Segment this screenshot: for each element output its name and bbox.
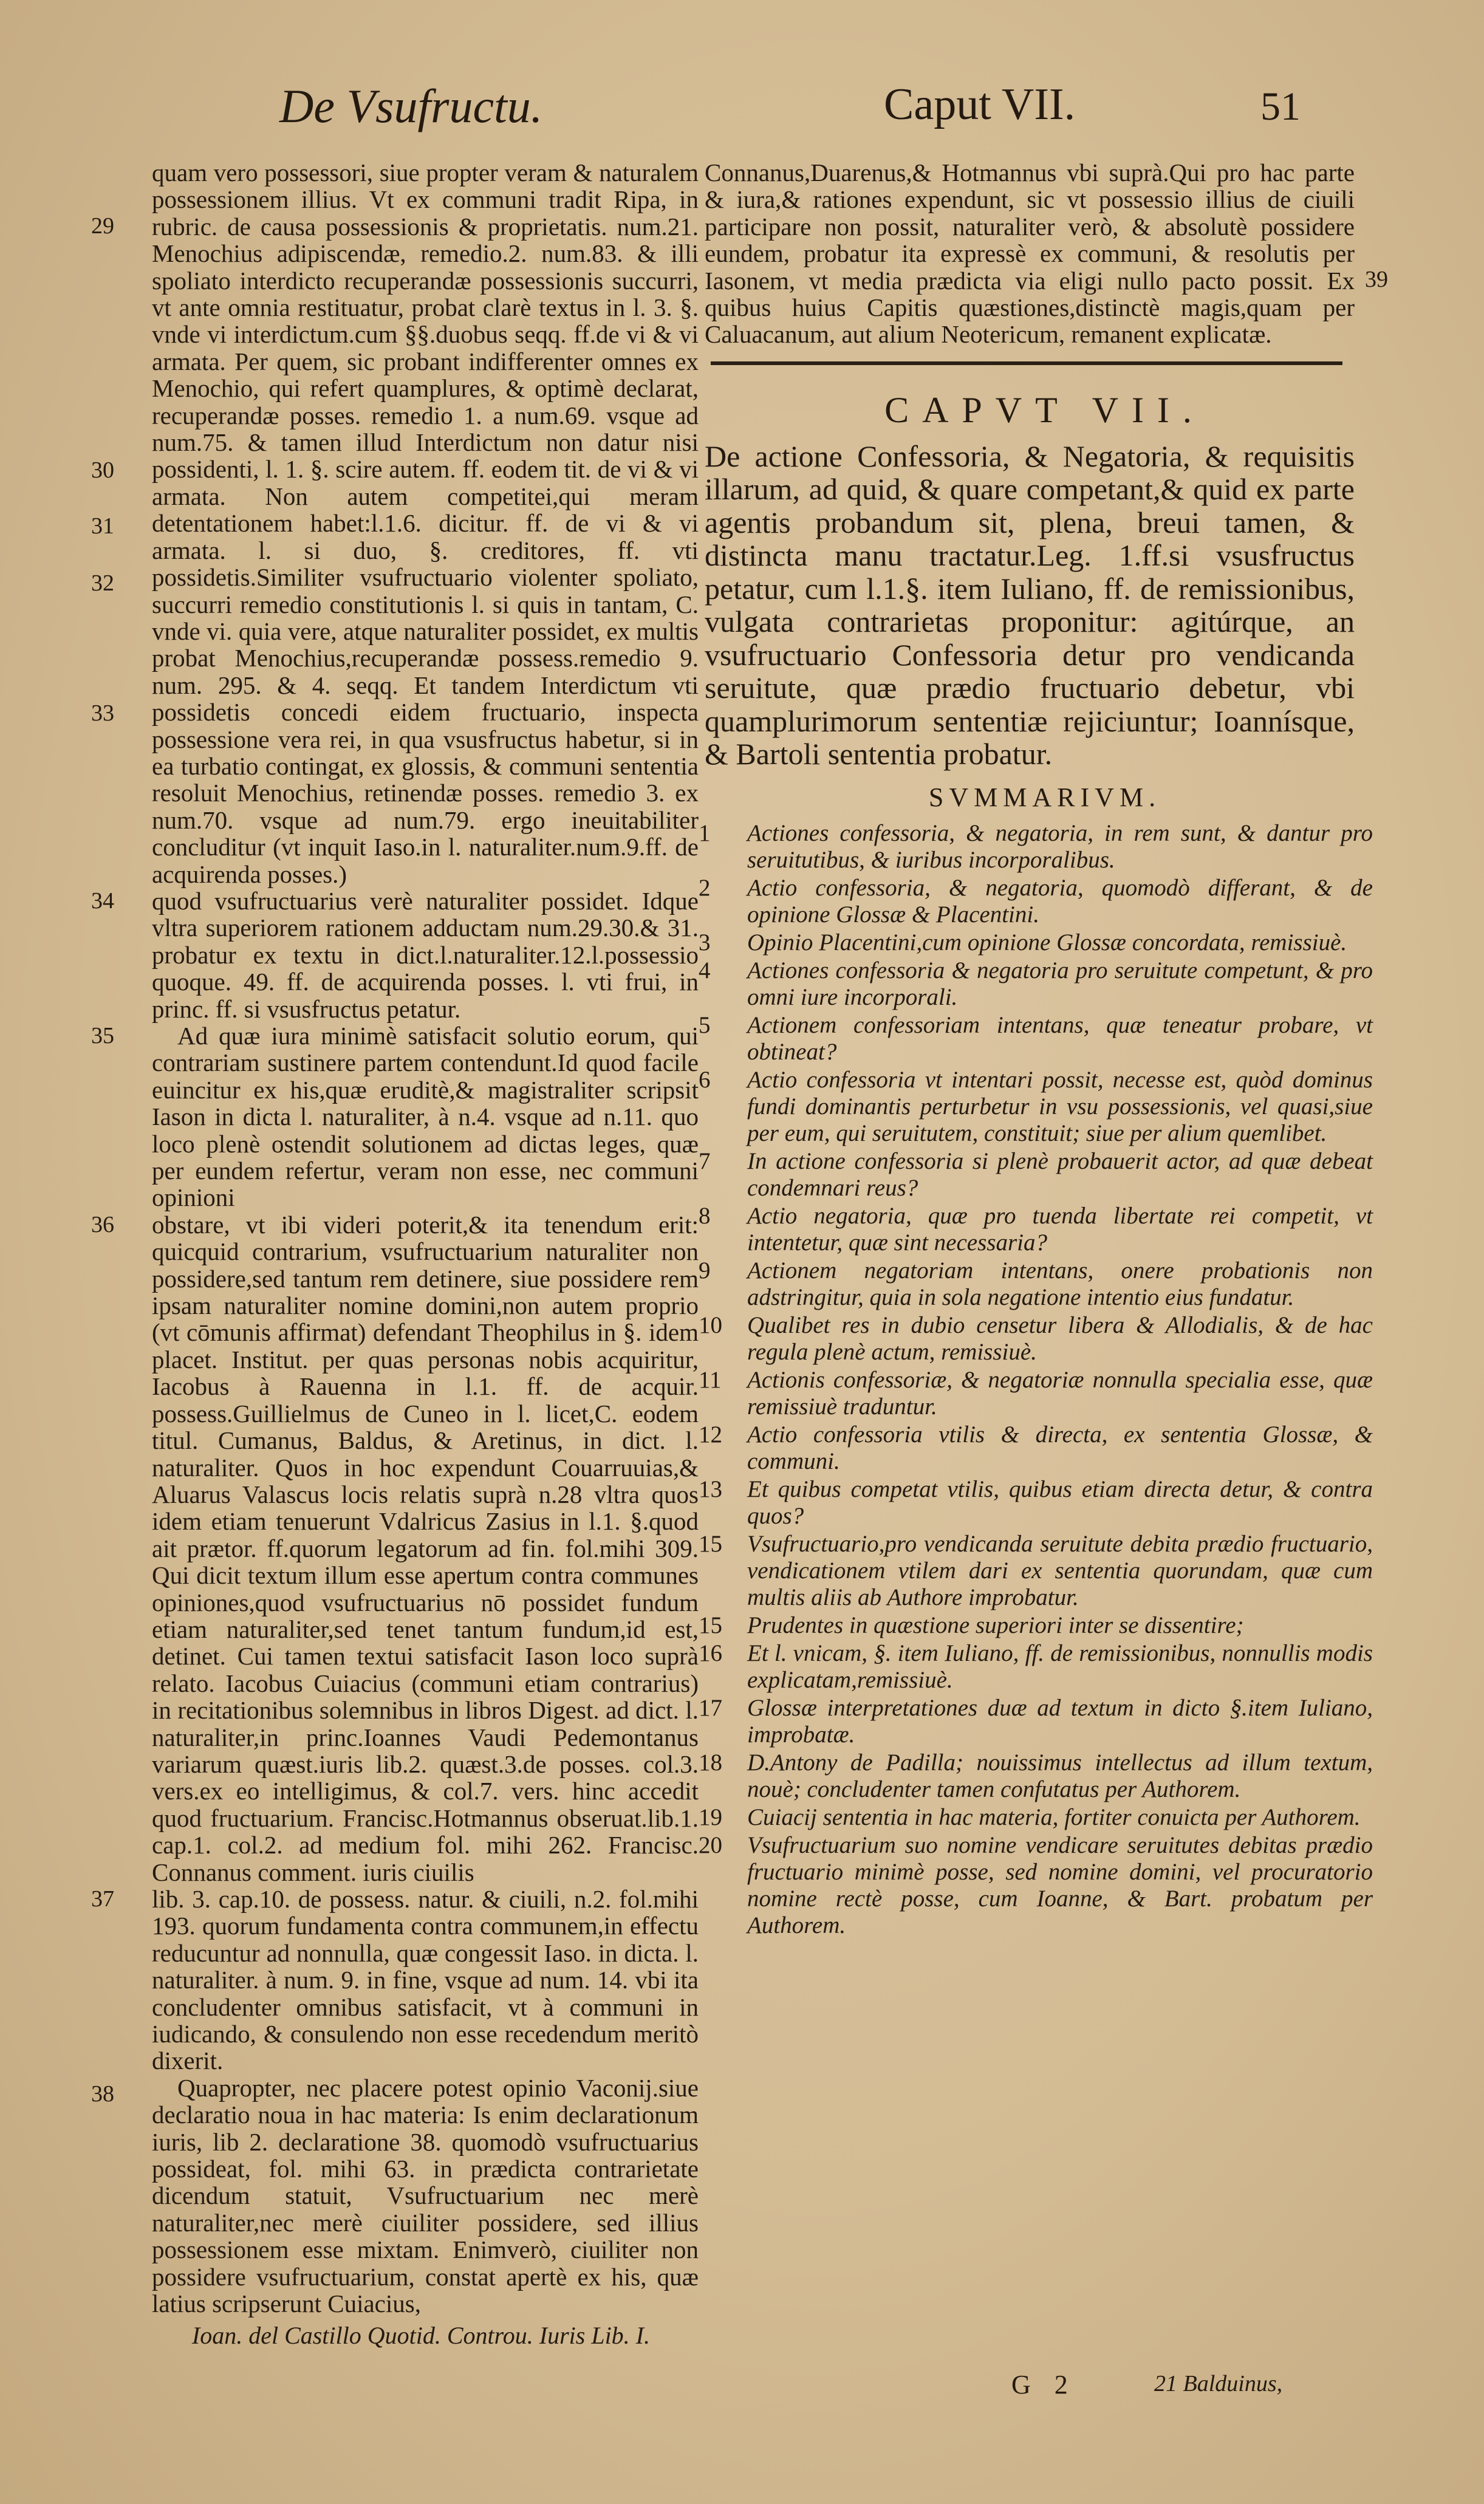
page-header — [0, 79, 1484, 152]
paragraph-5 — [91, 1885, 699, 2075]
summarium-text: Vsufructuarium suo nomine vendicare seruitutes debitas prædio fructuario minimè posse, sed nomine domini, vel procuratorio nomine rectè posse, cum Ioanne, & Bart. probatum per Authorem. — [747, 1832, 1373, 1938]
summarium-text: Actio negatoria, quæ pro tuenda libertate rei competit, vt intentetur, quæ sint necessaria? — [747, 1202, 1373, 1256]
marginal-number: 37 — [91, 1886, 114, 1912]
marginal-number: 30 — [91, 457, 114, 483]
marginal-number: 31 — [91, 513, 114, 539]
summarium-item — [699, 820, 1373, 874]
running-title-center: Caput VII. — [884, 80, 1076, 129]
summarium-text: In actione confessoria si plenè probauerit actor, ad quæ debeat condemnari reus? — [747, 1148, 1373, 1201]
summarium-text: Opinio Placentini,cum opinione Glossæ concordata, remissiuè. — [747, 929, 1347, 956]
summarium-title: SVMMARIVM. — [928, 782, 1161, 812]
summarium-number: 17 — [699, 1694, 722, 1721]
paragraph-text: Connanus,Duarenus,& Hotmannus vbi suprà.Qui pro hac parte & iura,& rationes expendunt, sic vt possessio illius de ciuili participare non possit, naturaliter verò, & absolutè possidere eundem, probatur ita expressè ex communi, & resolutis per Iasonem, vt media prædicta via eligi nullo pacto possit. Ex quibus huius Capitis quæstiones,distinctè magis,quam per Caluacanum, aut alium Neotericum, remanent explicatæ. — [705, 159, 1355, 349]
summarium-text: Actionem confessoriam intentans, quæ teneatur probare, vt obtineat? — [747, 1011, 1373, 1065]
summarium-item — [699, 1203, 1373, 1256]
summarium-text: Vsufructuario,pro vendicanda seruitute debita prædio fructuario, vendicationem vtilem dari ex sententia quorundam, quæ cum multis aliis ab Authore improbatur. — [747, 1530, 1373, 1610]
summarium-item — [699, 1750, 1373, 1803]
marginal-number: 33 — [91, 700, 114, 726]
summarium-number: 5 — [699, 1011, 711, 1038]
summarium-number: 2 — [699, 874, 711, 901]
summarium-number: 19 — [699, 1804, 722, 1830]
summarium-item — [699, 1067, 1373, 1147]
summarium-text: Et quibus competat vtilis, quibus etiam directa detur, & contra quos? — [747, 1476, 1373, 1529]
summarium-number: 18 — [699, 1749, 722, 1776]
summarium-number: 12 — [699, 1421, 722, 1448]
summarium-item — [699, 929, 1373, 956]
summarium-text: Actio confessoria, & negatoria, quomodò differant, & de opinione Glossæ & Placentini. — [747, 874, 1373, 928]
summarium-item — [699, 957, 1373, 1011]
chapter-summary: De actione Confessoria, & Negatoria, & requisitis illarum, ad quid, & quare competant,& quid ex parte agentis probandum sit, plena, breui tamen, & distincta manu tractatur.Leg. 1.ff.si vsusfructus petatur, cum l.1.§. item Iuliano, ff. de remissionibus, vulgata contrarietas proponitur: agitúrque, an vsufructuario Confessoria detur pro vendicanda seruitute, quæ prædio fructuario debetur, vbi quamplurimorum sententiæ rejiciuntur; Ioannísque, & Bartoli sententia probatur. — [705, 439, 1355, 771]
summarium-text: Actio confessoria vtilis & directa, ex sententia Glossæ, & communi. — [747, 1421, 1373, 1474]
summarium-number: 3 — [699, 929, 711, 956]
summarium-number: 11 — [699, 1366, 722, 1393]
summarium-item — [699, 1476, 1373, 1530]
paragraph-text: Ad quæ iura minimè satisfacit solutio eorum, qui contrariam sustinere partem contendunt.Id quod facile euincitur ex his,quæ eruditè,& magistraliter scripsit Iason in dicta l. naturaliter, à n.4. vsque ad n.11. quo loco plenè ostendit solutionem ad dictas leges, quæ per eundem refertur, veram non esse, nec communi opinioni — [152, 1022, 699, 1212]
right-top-paragraph — [705, 159, 1388, 349]
left-column — [91, 159, 699, 2350]
paragraph-2 — [91, 886, 699, 1023]
summarium-item — [699, 1640, 1373, 1694]
summarium-text: Actionem negatoriam intentans, onere probationis non adstringitur, quia in sola negatione intentio eius fundatur. — [747, 1257, 1373, 1310]
summarium-item — [699, 1695, 1373, 1748]
chapter-title: CAPVT VII. — [884, 389, 1205, 430]
section-divider — [711, 361, 1342, 365]
summarium-text: Actiones confessoria & negatoria pro seruitute competunt, & pro omni iure incorporali. — [747, 957, 1373, 1010]
right-column — [699, 159, 1391, 1940]
left-column-text — [91, 159, 699, 2350]
running-title-left: De Vsufructu. — [279, 80, 543, 132]
paragraph-6 — [91, 2073, 699, 2318]
summarium-number: 15 — [699, 1530, 722, 1557]
summarium-item — [699, 1421, 1373, 1475]
summarium-item — [699, 1832, 1373, 1939]
summarium-number: 6 — [699, 1066, 711, 1093]
paragraph-text: Quapropter, nec placere potest opinio Vaconij.siue declaratio noua in hac materia: Is enim declarationum iuris, lib 2. declaratione 38. quomodò vsufructuarius possideat, fol. mihi 63. in prædicta contrarietate dicendum statuit, Vsufructuarium nec merè naturaliter,nec merè ciuiliter possidere, sed illius possessionem esse mixtam. Enimverò, ciuiliter non possidere vsufructuarium, constat apertè ex his, quæ latius scripserunt Cuiacius, — [152, 2073, 699, 2318]
paragraph-text: quod vsufructuarius verè naturaliter possidet. Idque vltra superiorem rationem adductam num.29.30.& 31. probatur ex textu in dict.l.naturaliter.12.l.possessio quoque. 49. ff. de acquirenda posses. l. vti frui, in princ. ff. si vsusfructus petatur. — [152, 886, 699, 1023]
summarium-text: Cuiacij sententia in hac materia, fortiter conuicta per Authorem. — [747, 1804, 1361, 1830]
summarium-number: 20 — [699, 1832, 722, 1858]
marginal-number: 39 — [1365, 267, 1388, 292]
summarium-number: 15 — [699, 1612, 722, 1638]
paragraph-text: lib. 3. cap.10. de possess. natur. & ciuili, n.2. fol.mihi 193. quorum fundamenta contra communem,in effectu reducuntur ad nonnulla, quæ congessit Iaso. in dicta. l. naturaliter. à num. 9. in fine, vsque ad num. 14. vbi ita concludenter omnibus satisfacit, vt à communi in iudicando, & consulendo non esse recedendum meritò dixerit. — [152, 1885, 699, 2075]
catchword: 21 Balduinus, — [1154, 2371, 1283, 2396]
summarium-text: D.Antony de Padilla; nouissimus intellectus ad illum textum, nouè; concludenter tamen confutatus per Authorem. — [747, 1749, 1373, 1802]
summarium-text: Actionis confessoriæ, & negatoriæ nonnulla specialia esse, quæ remissiuè traduntur. — [747, 1366, 1373, 1420]
summarium-number: 4 — [699, 957, 711, 983]
paragraph-text: obstare, vt ibi videri poterit,& ita tenendum erit: quicquid contrarium, vsufructuarium naturaliter non possidere,sed tantum rem detinere, siue possidere rem ipsam naturaliter nomine domini,non autem proprio (vt cōmunis affirmat) defendant Theophilus in §. idem placet. Institut. per quas personas nobis acquiritur, Iacobus à Rauenna in l.1. ff. de acquir. possess.Guillielmus de Cuneo in l. licet,C. eodem titul. Cumanus, Baldus, & Aretinus, in dict. l. naturaliter. Quos in hoc expendunt Couarruuias,& Aluarus Valascus locis relatis suprà n.28 vltra quos idem etiam tenuerunt Vdalricus Zasius in l.1. §.quod ait prætor. ff.quorum legatorum ad fin. fol.mihi 309. Qui dicit textum illum esse apertum contra communes opiniones,quod vsufructuarius nō possidet fundum etiam naturaliter,sed tenet tantum fundum,id est, detinet. Cui tamen textui satisfacit Iason loco suprà relato. Iacobus Cuiacius (communi etiam contrarius) in recitationibus solemnibus in libros Digest. ad dict. l. naturaliter,in princ.Ioannes Vaudi Pedemontanus variarum quæst.iuris lib.2. quæst.3.de posses. col.3. vers.ex eo intelligimus, & col.7. vers. hinc accedit quod fructuarium. Francisc.Hotmannus obseruat.lib.1. cap.1. col.2. ad medium fol. mihi 262. Francisc. Connanus comment. iuris ciuilis — [152, 1210, 699, 1886]
summarium-number: 13 — [699, 1476, 722, 1502]
summarium-item — [699, 1804, 1373, 1831]
summarium-text: Glossæ interpretationes duæ ad textum in dicto §.item Iuliano, improbatæ. — [747, 1694, 1373, 1748]
summarium-item — [699, 1257, 1373, 1311]
marginal-number: 34 — [91, 888, 114, 914]
marginal-number: 35 — [91, 1023, 114, 1048]
author-signature: Ioan. del Castillo Quotid. Controu. Iuris Lib. I. — [191, 2321, 650, 2349]
paragraph-3 — [91, 1022, 699, 1212]
page-number: 51 — [1260, 84, 1301, 129]
summarium-item — [699, 875, 1373, 928]
summarium-item — [699, 1148, 1373, 1202]
summarium-number: 7 — [699, 1148, 711, 1174]
summarium-text: Actio confessoria vt intentari possit, necesse est, quòd dominus fundi dominantis perturbetur in vsu possessionis, vel quasi,siue per eum, qui seruitutem, constituit; siue per alium quemlibet. — [747, 1066, 1373, 1146]
summarium-item — [699, 1312, 1373, 1366]
summarium-item — [699, 1612, 1373, 1639]
summarium-text: Actiones confessoria, & negatoria, in rem sunt, & dantur pro seruitutibus, & iuribus incorporalibus. — [747, 819, 1373, 873]
summarium-item — [699, 1367, 1373, 1420]
summarium-number: 8 — [699, 1202, 711, 1229]
marginal-number: 32 — [91, 570, 114, 596]
paragraph-1 — [91, 159, 699, 888]
summarium-number: 16 — [699, 1640, 722, 1666]
summarium-text: Prudentes in quæstione superiori inter se dissentire; — [747, 1612, 1244, 1638]
summarium-number: 10 — [699, 1312, 722, 1338]
summarium-number: 1 — [699, 819, 711, 846]
paragraph-4 — [91, 1210, 699, 1886]
summarium-item — [699, 1012, 1373, 1066]
marginal-number: 36 — [91, 1211, 114, 1237]
summarium-list — [699, 820, 1373, 1939]
signature-mark: G 2 — [1011, 2370, 1076, 2400]
summarium-text: Qualibet res in dubio censetur libera & Allodialis, & de hac regula plenè actum, remissiuè. — [747, 1312, 1373, 1365]
summarium-number: 9 — [699, 1257, 711, 1284]
marginal-number: 29 — [91, 213, 114, 239]
marginal-number: 38 — [91, 2081, 114, 2107]
paragraph-text: quam vero possessori, siue propter veram & naturalem possessionem illius. Vt ex communi tradit Ripa, in rubric. de causa possessionis & proprietatis. num.21. Menochius adipiscendæ, remedio.2. num.83. & illi spoliato interdicto recuperandæ possessionis succurri, vt ante omnia restituatur, probat clarè textus in l. 3. §. vnde vi interdictum.cum §§.duobus seqq. ff.de vi & vi armata. Per quem, sic probant indifferenter omnes ex Menochio, qui refert quamplures, & optimè declarat, recuperandæ posses. remedio 1. a num.69. vsque ad num.75. & tamen illud Interdictum non datur nisi possidenti, l. 1. §. scire autem. ff. eodem tit. de vi & vi armata. Non autem competitei,qui meram detentationem habet:l.1.6. dicitur. ff. de vi & vi armata. l. si duo, §. creditores, ff. vti possidetis.Similiter vsufructuario violenter spoliato, succurri remedio constitutionis l. si quis in tantam, C. vnde vi. quia vere, atque naturaliter possidet, ex multis probat Menochius,recuperandæ possess.remedio 9. num. 295. & 4. seqq. Et tandem Interdictum vti possidetis concedi eidem fructuario, inspecta possessione vera rei, in qua vsusfructus habetur, si in ea turbatio contingat, ex glossis, & communi sententia resoluit Menochius, retinendæ posses. remedio 3. ex num.70. vsque ad num.79. ergo ineuitabiliter concluditur (vt inquit Iaso.in l. naturaliter.num.9.ff. de acquirenda posses.) — [152, 159, 699, 888]
summarium-item — [699, 1531, 1373, 1611]
summarium-text: Et l. vnicam, §. item Iuliano, ff. de remissionibus, nonnullis modis explicatam,remissiuè. — [747, 1640, 1373, 1693]
